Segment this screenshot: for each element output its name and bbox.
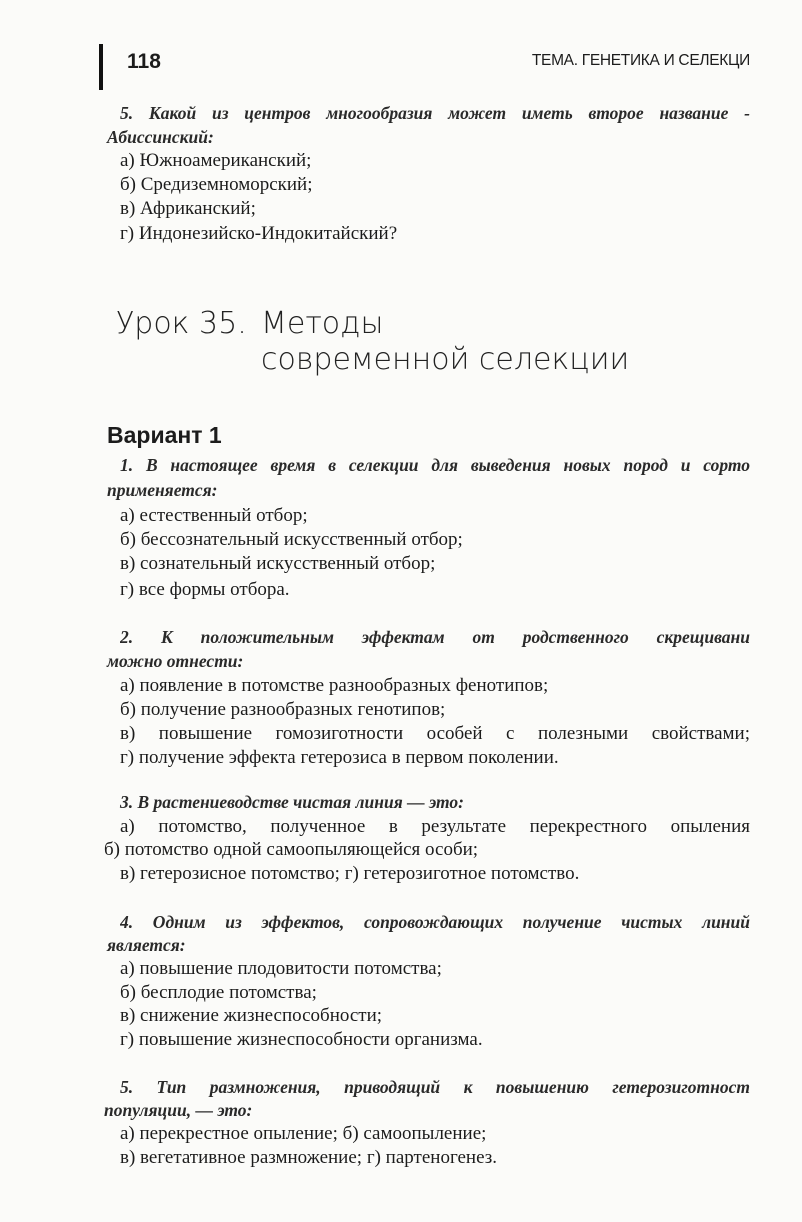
answer-option: б) бесплодие потомства; bbox=[120, 982, 317, 1003]
question-text: 1. В настоящее время в селекции для выведения новых пород и сорто bbox=[120, 455, 750, 475]
variant-heading: Вариант 1 bbox=[107, 422, 222, 448]
answer-option: б) получение разнообразных генотипов; bbox=[120, 699, 446, 720]
answer-option: г) все формы отбора. bbox=[120, 579, 290, 600]
answer-option: а) появление в потомстве разнообразных фенотипов; bbox=[120, 675, 549, 696]
answer-option: а) повышение плодовитости потомства; bbox=[120, 958, 442, 979]
running-title: ТЕМА. ГЕНЕТИКА И СЕЛЕКЦИ bbox=[531, 52, 750, 69]
answer-option: в) Африканский; bbox=[120, 198, 256, 219]
header-rule bbox=[99, 44, 103, 90]
question-text: 2. К положительным эффектам от родственного скрещивани bbox=[120, 627, 750, 647]
answer-option: а) Южноамериканский; bbox=[120, 150, 312, 171]
answer-option: а) перекрестное опыление; б) самоопыление; bbox=[120, 1123, 487, 1144]
answer-option: а) потомство, полученное в результате перекрестного опыления bbox=[120, 816, 750, 837]
answer-option: г) повышение жизнеспособности организма. bbox=[120, 1029, 483, 1050]
question-text: 5. Какой из центров многообразия может иметь второе название - bbox=[120, 103, 750, 123]
answer-option: а) естественный отбор; bbox=[120, 505, 308, 526]
question-text: 4. Одним из эффектов, сопровождающих получение чистых линий bbox=[120, 912, 750, 932]
answer-option: в) гетерозисное потомство; г) гетерозиготное потомство. bbox=[120, 863, 580, 884]
page-number: 118 bbox=[127, 50, 161, 73]
question-text: применяется: bbox=[107, 480, 218, 500]
answer-option: в) повышение гомозиготности особей с полезными свойствами; bbox=[120, 723, 750, 744]
question-text: является: bbox=[107, 935, 186, 955]
answer-option: г) Индонезийско-Индокитайский? bbox=[120, 223, 398, 244]
lesson-title: Методы bbox=[261, 306, 384, 341]
question-text: Абиссинский: bbox=[107, 127, 214, 147]
question-text: можно отнести: bbox=[107, 651, 244, 671]
answer-option: б) Средиземноморский; bbox=[120, 174, 313, 195]
question-text: популяции, — это: bbox=[104, 1100, 253, 1120]
question-text: 5. Тип размножения, приводящий к повышению гетерозиготност bbox=[120, 1077, 750, 1097]
answer-option: в) снижение жизнеспособности; bbox=[120, 1005, 383, 1026]
lesson-number: Урок 35. bbox=[116, 306, 247, 341]
answer-option: г) получение эффекта гетерозиса в первом поколении. bbox=[120, 747, 559, 768]
answer-option: б) потомство одной самоопыляющейся особи; bbox=[104, 839, 479, 860]
lesson-title: современной селекции bbox=[261, 342, 630, 377]
answer-option: в) сознательный искусственный отбор; bbox=[120, 553, 436, 574]
question-text: 3. В растениеводстве чистая линия — это: bbox=[120, 792, 464, 812]
answer-option: в) вегетативное размножение; г) партеногенез. bbox=[120, 1147, 498, 1168]
answer-option: б) бессознательный искусственный отбор; bbox=[120, 529, 463, 550]
